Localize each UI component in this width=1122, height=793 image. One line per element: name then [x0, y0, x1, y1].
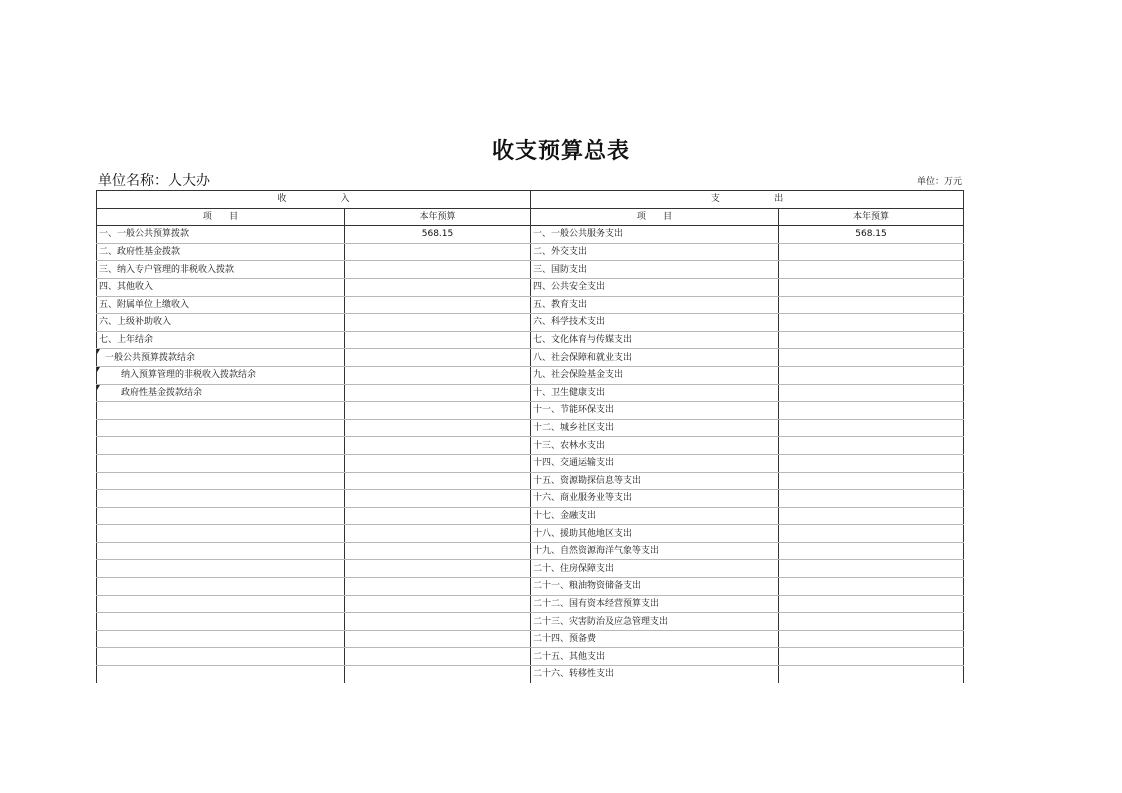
table-row [97, 296, 964, 314]
table-row [97, 349, 964, 367]
expense-item-cell: 二十一、粮油物资储备支出 [531, 578, 779, 596]
cell-comment-marker-icon [97, 349, 100, 354]
expense-item-cell: 十一、节能环保支出 [531, 402, 779, 420]
expense-amount-cell: 568.15 [779, 226, 964, 244]
unit-label: 单位：万元 [916, 177, 962, 187]
expense-item-cell: 六、科学技术支出 [531, 314, 779, 332]
expense-item-cell: 十三、农林水支出 [531, 437, 779, 455]
table-row [97, 278, 964, 296]
income-item-cell [97, 648, 345, 666]
table-row [97, 613, 964, 631]
expense-amount-cell [779, 542, 964, 560]
table-row [97, 419, 964, 437]
expense-section-header: 支 出 [531, 191, 964, 209]
expense-amount-cell [779, 613, 964, 631]
expense-item-cell: 十九、自然资源海洋气象等支出 [531, 542, 779, 560]
cell-comment-marker-icon [97, 385, 100, 390]
expense-amount-cell [779, 490, 964, 508]
expense-amount-cell [779, 243, 964, 261]
expense-item-header: 项 目 [531, 208, 779, 226]
table-row [97, 243, 964, 261]
expense-item-cell: 十、卫生健康支出 [531, 384, 779, 402]
expense-item-cell: 四、公共安全支出 [531, 278, 779, 296]
income-item-cell: 纳入预算管理的非税收入拨款结余 [97, 366, 345, 384]
expense-item-cell: 十八、援助其他地区支出 [531, 525, 779, 543]
income-item-cell [97, 402, 345, 420]
expense-item-cell: 十六、商业服务业等支出 [531, 490, 779, 508]
table-row [97, 578, 964, 596]
income-section-header: 收 入 [97, 191, 531, 209]
table-row [97, 261, 964, 279]
expense-amount-cell [779, 595, 964, 613]
table-row [97, 666, 964, 683]
income-item-cell [97, 666, 345, 683]
income-item-cell [97, 472, 345, 490]
income-amount-cell [345, 630, 531, 648]
expense-item-cell: 十四、交通运输支出 [531, 454, 779, 472]
income-amount-cell [345, 472, 531, 490]
table-row [97, 630, 964, 648]
income-amount-cell [345, 331, 531, 349]
expense-amount-cell [779, 296, 964, 314]
expense-item-cell: 五、教育支出 [531, 296, 779, 314]
income-item-cell [97, 542, 345, 560]
expense-item-cell: 十五、资源勘探信息等支出 [531, 472, 779, 490]
expense-amount-cell [779, 402, 964, 420]
table-row [97, 314, 964, 332]
expense-amount-cell [779, 454, 964, 472]
income-item-cell: 三、纳入专户管理的非税收入拨款 [97, 261, 345, 279]
income-amount-cell [345, 454, 531, 472]
income-amount-cell [345, 507, 531, 525]
expense-amount-cell [779, 349, 964, 367]
table-row [97, 226, 964, 244]
column-header-row [97, 208, 964, 226]
expense-amount-cell [779, 261, 964, 279]
section-header-row [97, 191, 964, 209]
income-amount-cell [345, 366, 531, 384]
income-amount-cell [345, 578, 531, 596]
income-amount-cell [345, 278, 531, 296]
income-item-cell [97, 454, 345, 472]
income-amount-cell [345, 243, 531, 261]
table-row [97, 507, 964, 525]
table-row [97, 402, 964, 420]
income-amount-cell [345, 314, 531, 332]
expense-item-cell: 三、国防支出 [531, 261, 779, 279]
income-amount-cell [345, 666, 531, 683]
income-amount-cell [345, 542, 531, 560]
income-budget-header: 本年预算 [345, 208, 531, 226]
income-item-cell [97, 578, 345, 596]
expense-item-cell: 七、文化体育与传媒支出 [531, 331, 779, 349]
expense-amount-cell [779, 666, 964, 683]
page-title: 收支预算总表 [491, 139, 630, 164]
income-amount-cell [345, 261, 531, 279]
expense-amount-cell [779, 419, 964, 437]
income-amount-cell [345, 525, 531, 543]
table-row [97, 490, 964, 508]
expense-amount-cell [779, 630, 964, 648]
table-row [97, 525, 964, 543]
expense-item-cell: 二十三、灾害防治及应急管理支出 [531, 613, 779, 631]
expense-amount-cell [779, 648, 964, 666]
income-amount-cell [345, 595, 531, 613]
income-amount-cell [345, 384, 531, 402]
income-item-cell: 五、附属单位上缴收入 [97, 296, 345, 314]
income-amount-cell [345, 613, 531, 631]
income-item-cell [97, 525, 345, 543]
expense-item-cell: 二十四、预备费 [531, 630, 779, 648]
expense-item-cell: 十七、金融支出 [531, 507, 779, 525]
table-row [97, 454, 964, 472]
expense-amount-cell [779, 525, 964, 543]
table-row [97, 437, 964, 455]
unit-name: 单位名称：人大办 [98, 173, 210, 189]
income-amount-cell [345, 490, 531, 508]
income-item-cell [97, 437, 345, 455]
table-row [97, 384, 964, 402]
expense-amount-cell [779, 507, 964, 525]
income-item-cell: 一般公共预算拨款结余 [97, 349, 345, 367]
expense-item-cell: 九、社会保险基金支出 [531, 366, 779, 384]
income-item-cell [97, 613, 345, 631]
expense-amount-cell [779, 314, 964, 332]
budget-table [96, 190, 964, 683]
expense-item-cell: 八、社会保障和就业支出 [531, 349, 779, 367]
expense-item-cell: 十二、城乡社区支出 [531, 419, 779, 437]
expense-item-cell: 二十二、国有资本经营预算支出 [531, 595, 779, 613]
expense-amount-cell [779, 384, 964, 402]
income-amount-cell [345, 437, 531, 455]
expense-amount-cell [779, 437, 964, 455]
table-row [97, 542, 964, 560]
income-amount-cell: 568.15 [345, 226, 531, 244]
income-item-cell: 一、一般公共预算拨款 [97, 226, 345, 244]
income-amount-cell [345, 648, 531, 666]
income-item-cell [97, 490, 345, 508]
expense-item-cell: 二十、住房保障支出 [531, 560, 779, 578]
expense-amount-cell [779, 278, 964, 296]
table-row [97, 472, 964, 490]
expense-item-cell: 二十五、其他支出 [531, 648, 779, 666]
income-item-cell [97, 560, 345, 578]
expense-budget-header: 本年预算 [779, 208, 964, 226]
expense-item-cell: 二、外交支出 [531, 243, 779, 261]
expense-amount-cell [779, 331, 964, 349]
income-amount-cell [345, 419, 531, 437]
expense-amount-cell [779, 472, 964, 490]
table-row [97, 595, 964, 613]
table-row [97, 560, 964, 578]
income-amount-cell [345, 296, 531, 314]
income-amount-cell [345, 402, 531, 420]
income-item-cell [97, 419, 345, 437]
income-item-header: 项 目 [97, 208, 345, 226]
expense-amount-cell [779, 366, 964, 384]
income-amount-cell [345, 560, 531, 578]
income-item-cell: 二、政府性基金拨款 [97, 243, 345, 261]
income-item-cell: 政府性基金拨款结余 [97, 384, 345, 402]
income-item-cell: 四、其他收入 [97, 278, 345, 296]
income-item-cell: 六、上级补助收入 [97, 314, 345, 332]
income-item-cell [97, 630, 345, 648]
income-item-cell [97, 507, 345, 525]
expense-item-cell: 二十六、转移性支出 [531, 666, 779, 683]
income-item-cell [97, 595, 345, 613]
expense-amount-cell [779, 578, 964, 596]
table-row [97, 648, 964, 666]
table-row [97, 331, 964, 349]
expense-amount-cell [779, 560, 964, 578]
cell-comment-marker-icon [97, 367, 100, 372]
income-amount-cell [345, 349, 531, 367]
expense-item-cell: 一、一般公共服务支出 [531, 226, 779, 244]
income-item-cell: 七、上年结余 [97, 331, 345, 349]
table-row [97, 366, 964, 384]
